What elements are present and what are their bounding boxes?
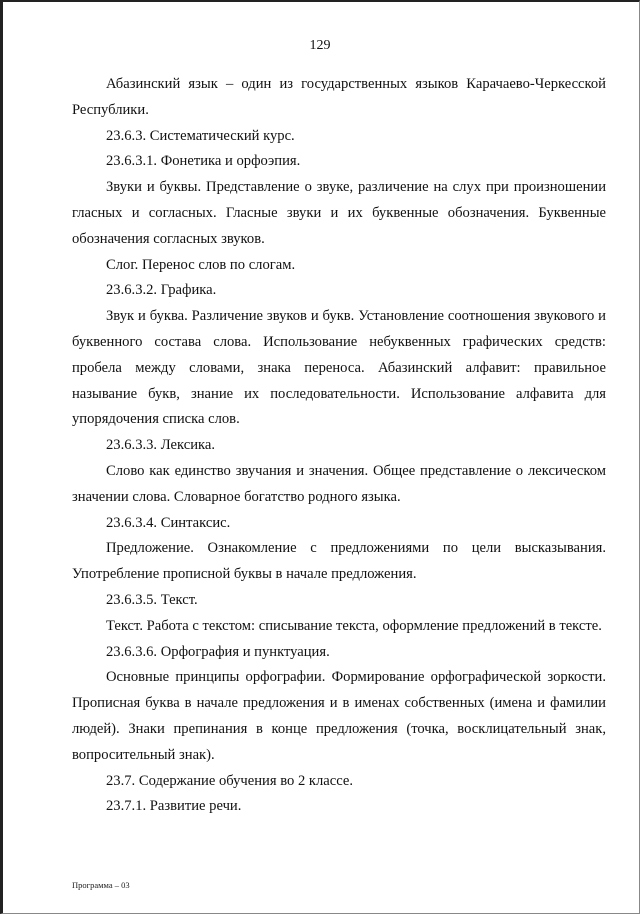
- paragraph-lexicon: Слово как единство звучания и значения. Общее представление о лексическом значении слова. Словарное богатство родного языка.: [72, 462, 606, 505]
- paragraph-graphics: Звук и буква. Различение звуков и букв. Установление соотношения звукового и буквенного состава слова. Использование небуквенных графических средств: пробела между словами, знака переноса. Абазинский алфавит: правильное называние букв, знание их последовательности. Использование алфавита для упорядочения списка слов.: [72, 308, 606, 428]
- section-heading-graphics: 23.6.3.2. Графика.: [106, 282, 217, 299]
- paragraph-sounds-letters: Звуки и буквы. Представление о звуке, различение на слух при произношении гласных и согласных. Гласные звуки и их буквенные обозначения. Буквенные обозначения согласных звуков.: [72, 179, 606, 247]
- section-heading-text: 23.6.3.5. Текст.: [106, 591, 198, 608]
- paragraph-text: Текст. Работа с текстом: списывание текста, оформление предложений в тексте.: [106, 617, 602, 634]
- paragraph-state-language: Абазинский язык – один из государственных языков Карачаево-Черкесской Республики.: [72, 76, 606, 118]
- page-footer: Программа – 03: [72, 880, 130, 890]
- paragraph-syntax: Предложение. Ознакомление с предложениями по цели высказывания. Употребление прописной буквы в начале предложения.: [72, 540, 606, 583]
- section-heading-systematic-course: 23.6.3. Систематический курс.: [106, 127, 295, 144]
- section-heading-orthography: 23.6.3.6. Орфография и пунктуация.: [106, 643, 330, 660]
- page-number: 129: [309, 38, 331, 53]
- section-heading-phonetics: 23.6.3.1. Фонетика и орфоэпия.: [106, 153, 301, 170]
- section-heading-grade-2: 23.7. Содержание обучения во 2 классе.: [106, 772, 354, 789]
- section-heading-syntax: 23.6.3.4. Синтаксис.: [106, 514, 231, 531]
- paragraph-orthography: Основные принципы орфографии. Формирование орфографической зоркости. Прописная буква в начале предложения и в именах собственных (имена и фамилии людей). Знаки препинания в конце предложения (точка, восклицательный знак, вопросительный знак).: [72, 669, 606, 763]
- document-body: [72, 72, 606, 820]
- section-heading-speech-development: 23.7.1. Развитие речи.: [106, 798, 242, 815]
- section-heading-lexicon: 23.6.3.3. Лексика.: [106, 437, 216, 454]
- paragraph-syllable: Слог. Перенос слов по слогам.: [106, 256, 296, 273]
